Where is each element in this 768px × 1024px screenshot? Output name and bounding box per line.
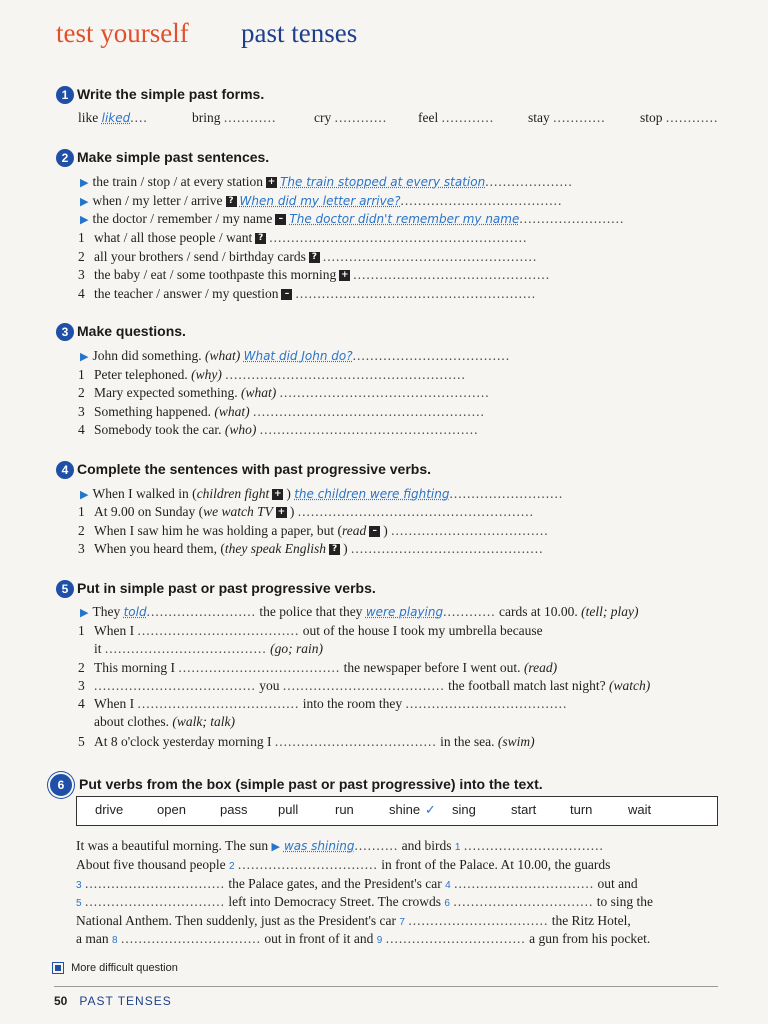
answer-blank[interactable]: ............ — [223, 110, 277, 125]
footer-title: PAST TENSES — [79, 994, 172, 1008]
example-arrow-icon: ▶ — [80, 214, 89, 226]
answer-blank[interactable]: ................................ — [237, 857, 378, 872]
handwritten-answer: were playing — [365, 605, 444, 619]
sentence-type-icon: ? — [309, 252, 320, 263]
item-number: 2 — [78, 523, 85, 538]
item-number: 4 — [78, 286, 85, 301]
answer-blank[interactable]: ............ — [553, 110, 606, 125]
s4-row — [78, 504, 534, 520]
prompt-text: ) — [289, 504, 295, 519]
s1-item: cry ............ — [314, 110, 388, 125]
s5-row-cont: it ..................................... (go; rain) — [94, 641, 324, 656]
sentence-type-icon: + — [267, 177, 276, 188]
text-line: It was a beautiful morning. The sun ▶ was shining.......... and birds 1 ................................ — [76, 838, 604, 853]
box-word: run — [335, 802, 354, 817]
answer-blank[interactable]: ........................................................... — [269, 230, 528, 245]
handwritten-answer: What did John do? — [243, 349, 353, 363]
s2-row — [78, 286, 536, 302]
page-number: 50 — [54, 994, 68, 1008]
item-number: 1 — [78, 230, 85, 245]
answer-blank[interactable]: ................................................. — [322, 249, 538, 264]
example-arrow-icon: ▶ — [80, 196, 89, 208]
sentence-type-icon: – — [369, 526, 380, 537]
page-title-right: past tenses — [241, 18, 358, 48]
section-number-badge: 1 — [56, 86, 74, 104]
section-number-badge: 5 — [56, 580, 74, 598]
text-line: About five thousand people 2 ................................ in front of the Palace. At 10.00, the guards — [76, 857, 611, 872]
box-word: wait — [628, 802, 652, 817]
prompt-text: all your brothers / send / birthday cards — [94, 249, 306, 264]
s1-item: stay ............ — [528, 110, 606, 125]
checkmark-icon: ✓ — [425, 802, 436, 817]
handwritten-answer: liked — [101, 111, 131, 125]
text-line: a man 8 ................................ out in front of it and 9 ................................ a gun from his pocket. — [76, 931, 651, 946]
section-title: Write the simple past forms. — [77, 86, 265, 102]
s3-row — [78, 385, 490, 401]
answer-blank[interactable]: ................................ — [454, 876, 595, 891]
text-line: National Anthem. Then suddenly, just as the President's car 7 ................................ the Ritz Hotel, — [76, 913, 631, 928]
s1-item: feel ............ — [418, 110, 495, 125]
prompt-text: Somebody took the car. — [94, 422, 222, 437]
answer-blank[interactable]: ....................................................... — [295, 286, 537, 301]
s5-example-row: ▶ They told......................... the police that they were playing............ cards at 10.00. (tell; play) — [80, 604, 639, 619]
example-arrow-icon: ▶ — [80, 177, 89, 189]
box-word: drive — [95, 802, 124, 817]
answer-blank[interactable]: ................................................ — [279, 385, 490, 400]
cue-word: they speak English — [224, 541, 327, 556]
s4-row — [78, 523, 549, 539]
answer-blank[interactable]: ............ — [334, 110, 388, 125]
section-3-heading — [56, 323, 186, 341]
section-2-heading — [56, 149, 269, 167]
prompt-text: Something happened. — [94, 404, 211, 419]
sentence-type-icon: + — [274, 489, 282, 500]
prompt-text: John did something. — [92, 348, 202, 363]
box-word: turn — [570, 802, 593, 817]
answer-blank[interactable]: ............................................. — [353, 267, 551, 282]
sentence-type-icon: – — [275, 214, 286, 225]
box-word: start — [511, 802, 537, 817]
prompt-text: Mary expected something. — [94, 385, 238, 400]
box-word: shine — [389, 802, 421, 817]
answer-blank[interactable]: ............ — [441, 110, 495, 125]
answer-blank[interactable]: ................................ — [463, 838, 604, 853]
cue-word: read — [342, 523, 367, 538]
answer-blank[interactable]: ..................................... — [405, 696, 568, 711]
prompt-text: When I saw him he was holding a paper, but ( — [94, 523, 343, 538]
item-number: 1 — [78, 367, 85, 382]
s2-row — [78, 249, 537, 265]
answer-blank[interactable]: .................................... — [352, 348, 511, 363]
s3-row — [78, 367, 466, 383]
cue-word: (who) — [224, 422, 257, 437]
box-word: open — [157, 802, 186, 817]
s5-row: 1 When I ..................................... out of the house I took my umbrella because — [78, 623, 543, 638]
cue-word: (what) — [204, 348, 241, 363]
box-word: sing — [452, 802, 476, 817]
answer-blank[interactable]: ................................ — [385, 931, 526, 946]
item-number: 3 — [78, 404, 85, 419]
page-title-left: test yourself — [56, 18, 189, 48]
prompt-text: At 9.00 on Sunday ( — [94, 504, 204, 519]
example-arrow-icon: ▶ — [80, 489, 89, 501]
item-number: 3 — [78, 267, 85, 282]
cue-word: we watch TV — [203, 504, 273, 519]
answer-blank[interactable]: ..................................... — [282, 678, 445, 693]
cue-word: (why) — [191, 367, 222, 382]
s2-row — [80, 211, 624, 227]
item-number: 1 — [78, 504, 85, 519]
s5-row: 2 This morning I ..................................... the newspaper before I went out. (read) — [78, 660, 558, 675]
answer-blank[interactable]: .................................................. — [259, 422, 479, 437]
answer-blank[interactable]: ........................ — [519, 211, 625, 226]
answer-blank[interactable]: ..................................... — [274, 734, 437, 749]
section-number-badge: 6 — [50, 774, 72, 796]
sentence-type-icon: ? — [329, 544, 340, 555]
s2-row — [80, 174, 573, 190]
item-number: 3 — [78, 541, 85, 556]
cue-word: (what) — [240, 385, 277, 400]
section-title: Complete the sentences with past progressive verbs. — [77, 461, 432, 477]
answer-blank[interactable]: ................................ — [84, 876, 225, 891]
difficulty-legend: More difficult question — [52, 962, 178, 974]
handwritten-answer: told — [123, 605, 147, 619]
s4-row — [80, 486, 563, 502]
section-title: Make simple past sentences. — [77, 149, 270, 165]
prompt-text: Peter telephoned. — [94, 367, 188, 382]
text-line: 5 ................................ left into Democracy Street. The crowds 6 ................................ to sing the — [76, 894, 653, 909]
section-1-heading — [56, 86, 264, 104]
answer-blank[interactable]: ....................................................... — [225, 367, 466, 382]
sentence-type-icon: + — [340, 270, 349, 281]
s2-row — [80, 193, 562, 209]
sentence-type-icon: + — [277, 507, 286, 518]
s3-row — [78, 422, 478, 438]
section-number-badge: 4 — [56, 461, 74, 479]
item-number: 4 — [78, 422, 85, 437]
answer-blank[interactable]: .................................... — [391, 523, 549, 538]
s5-row: 4 When I ..................................... into the room they ..................................... — [78, 696, 568, 711]
example-arrow-icon: ▶ — [80, 351, 89, 363]
answer-blank[interactable]: ..................................... — [94, 678, 256, 693]
answer-blank[interactable]: ...................................................... — [297, 504, 534, 519]
prompt-text: ) — [286, 486, 291, 501]
answer-blank[interactable]: ..................................... — [400, 193, 563, 208]
section-5-heading — [56, 580, 376, 598]
s2-row — [78, 230, 527, 246]
prompt-text: ) — [383, 523, 388, 538]
prompt-text: When you heard them, ( — [94, 541, 225, 556]
sentence-type-icon: ? — [226, 196, 237, 207]
prompt-text: when / my letter / arrive — [92, 193, 223, 208]
section-4-heading — [56, 461, 431, 479]
s1-item: bring ............ — [192, 110, 277, 125]
item-number: 2 — [78, 385, 85, 400]
prompt-text: When I walked in ( — [92, 486, 197, 501]
handwritten-answer: The train stopped at every station — [280, 175, 486, 189]
answer-blank[interactable]: ..................................... — [137, 623, 300, 638]
s5-row: 5 At 8 o'clock yesterday morning I ..................................... in the sea. (swim) — [78, 734, 535, 749]
footer-divider — [54, 986, 718, 987]
answer-blank[interactable]: ................................ — [408, 913, 549, 928]
prompt-text: ) — [343, 541, 348, 556]
answer-blank[interactable]: ..................................................... — [252, 404, 485, 419]
answer-blank[interactable]: ................................ — [84, 894, 225, 909]
section-number-badge: 3 — [56, 323, 74, 341]
box-word: pass — [220, 802, 248, 817]
s5-row: 3 ..................................... you ..................................... the football match last night? (watch) — [78, 678, 651, 693]
cue-word: children fight — [196, 486, 270, 501]
section-title: Make questions. — [77, 323, 186, 339]
cue-word: (what) — [214, 404, 250, 419]
handwritten-answer: The doctor didn't remember my name — [289, 212, 520, 226]
section-6-heading — [50, 774, 543, 796]
s2-row — [78, 267, 550, 283]
word-box — [76, 796, 718, 826]
s4-row — [78, 541, 543, 557]
example-arrow-icon: ▶ — [80, 607, 89, 619]
sentence-type-icon: ? — [255, 233, 266, 244]
s3-row — [80, 348, 510, 364]
footer — [54, 992, 172, 1010]
answer-blank[interactable]: ..................................... — [178, 660, 341, 675]
handwritten-answer: was shining — [283, 839, 355, 853]
answer-blank[interactable]: .................... — [485, 174, 573, 189]
prompt-text: the teacher / answer / my question — [94, 286, 279, 301]
handwritten-answer: When did my letter arrive? — [239, 194, 401, 208]
s1-item: like liked.... — [78, 110, 148, 125]
text-line: 3 ................................ the Palace gates, and the President's car 4 ................................ out and — [76, 876, 638, 891]
sentence-type-icon: – — [281, 289, 292, 300]
item-number: 2 — [78, 249, 85, 264]
answer-blank[interactable]: ............................................ — [350, 541, 544, 556]
section-title: Put verbs from the box (simple past or past progressive) into the text. — [79, 775, 543, 792]
box-word: pull — [278, 802, 299, 817]
difficult-question-icon — [52, 962, 64, 974]
answer-blank[interactable]: ................................ — [120, 931, 261, 946]
s3-row — [78, 404, 485, 420]
prompt-text: the train / stop / at every station — [92, 174, 264, 189]
s5-row-cont: about clothes. (walk; talk) — [94, 714, 235, 729]
section-title: Put in simple past or past progressive verbs. — [77, 580, 376, 596]
prompt-text: what / all those people / want — [94, 230, 253, 245]
answer-blank[interactable]: ..................................... — [137, 696, 300, 711]
s1-item: stop ............ — [640, 110, 719, 125]
answer-blank[interactable]: .......................... — [449, 486, 564, 501]
prompt-text: the baby / eat / some toothpaste this morning — [94, 267, 337, 282]
prompt-text: the doctor / remember / my name — [92, 211, 273, 226]
answer-blank[interactable]: ..................................... — [104, 641, 267, 656]
answer-blank[interactable]: ............ — [665, 110, 719, 125]
handwritten-answer: the children were fighting — [294, 487, 450, 501]
answer-blank[interactable]: ................................ — [453, 894, 594, 909]
section-number-badge: 2 — [56, 149, 74, 167]
